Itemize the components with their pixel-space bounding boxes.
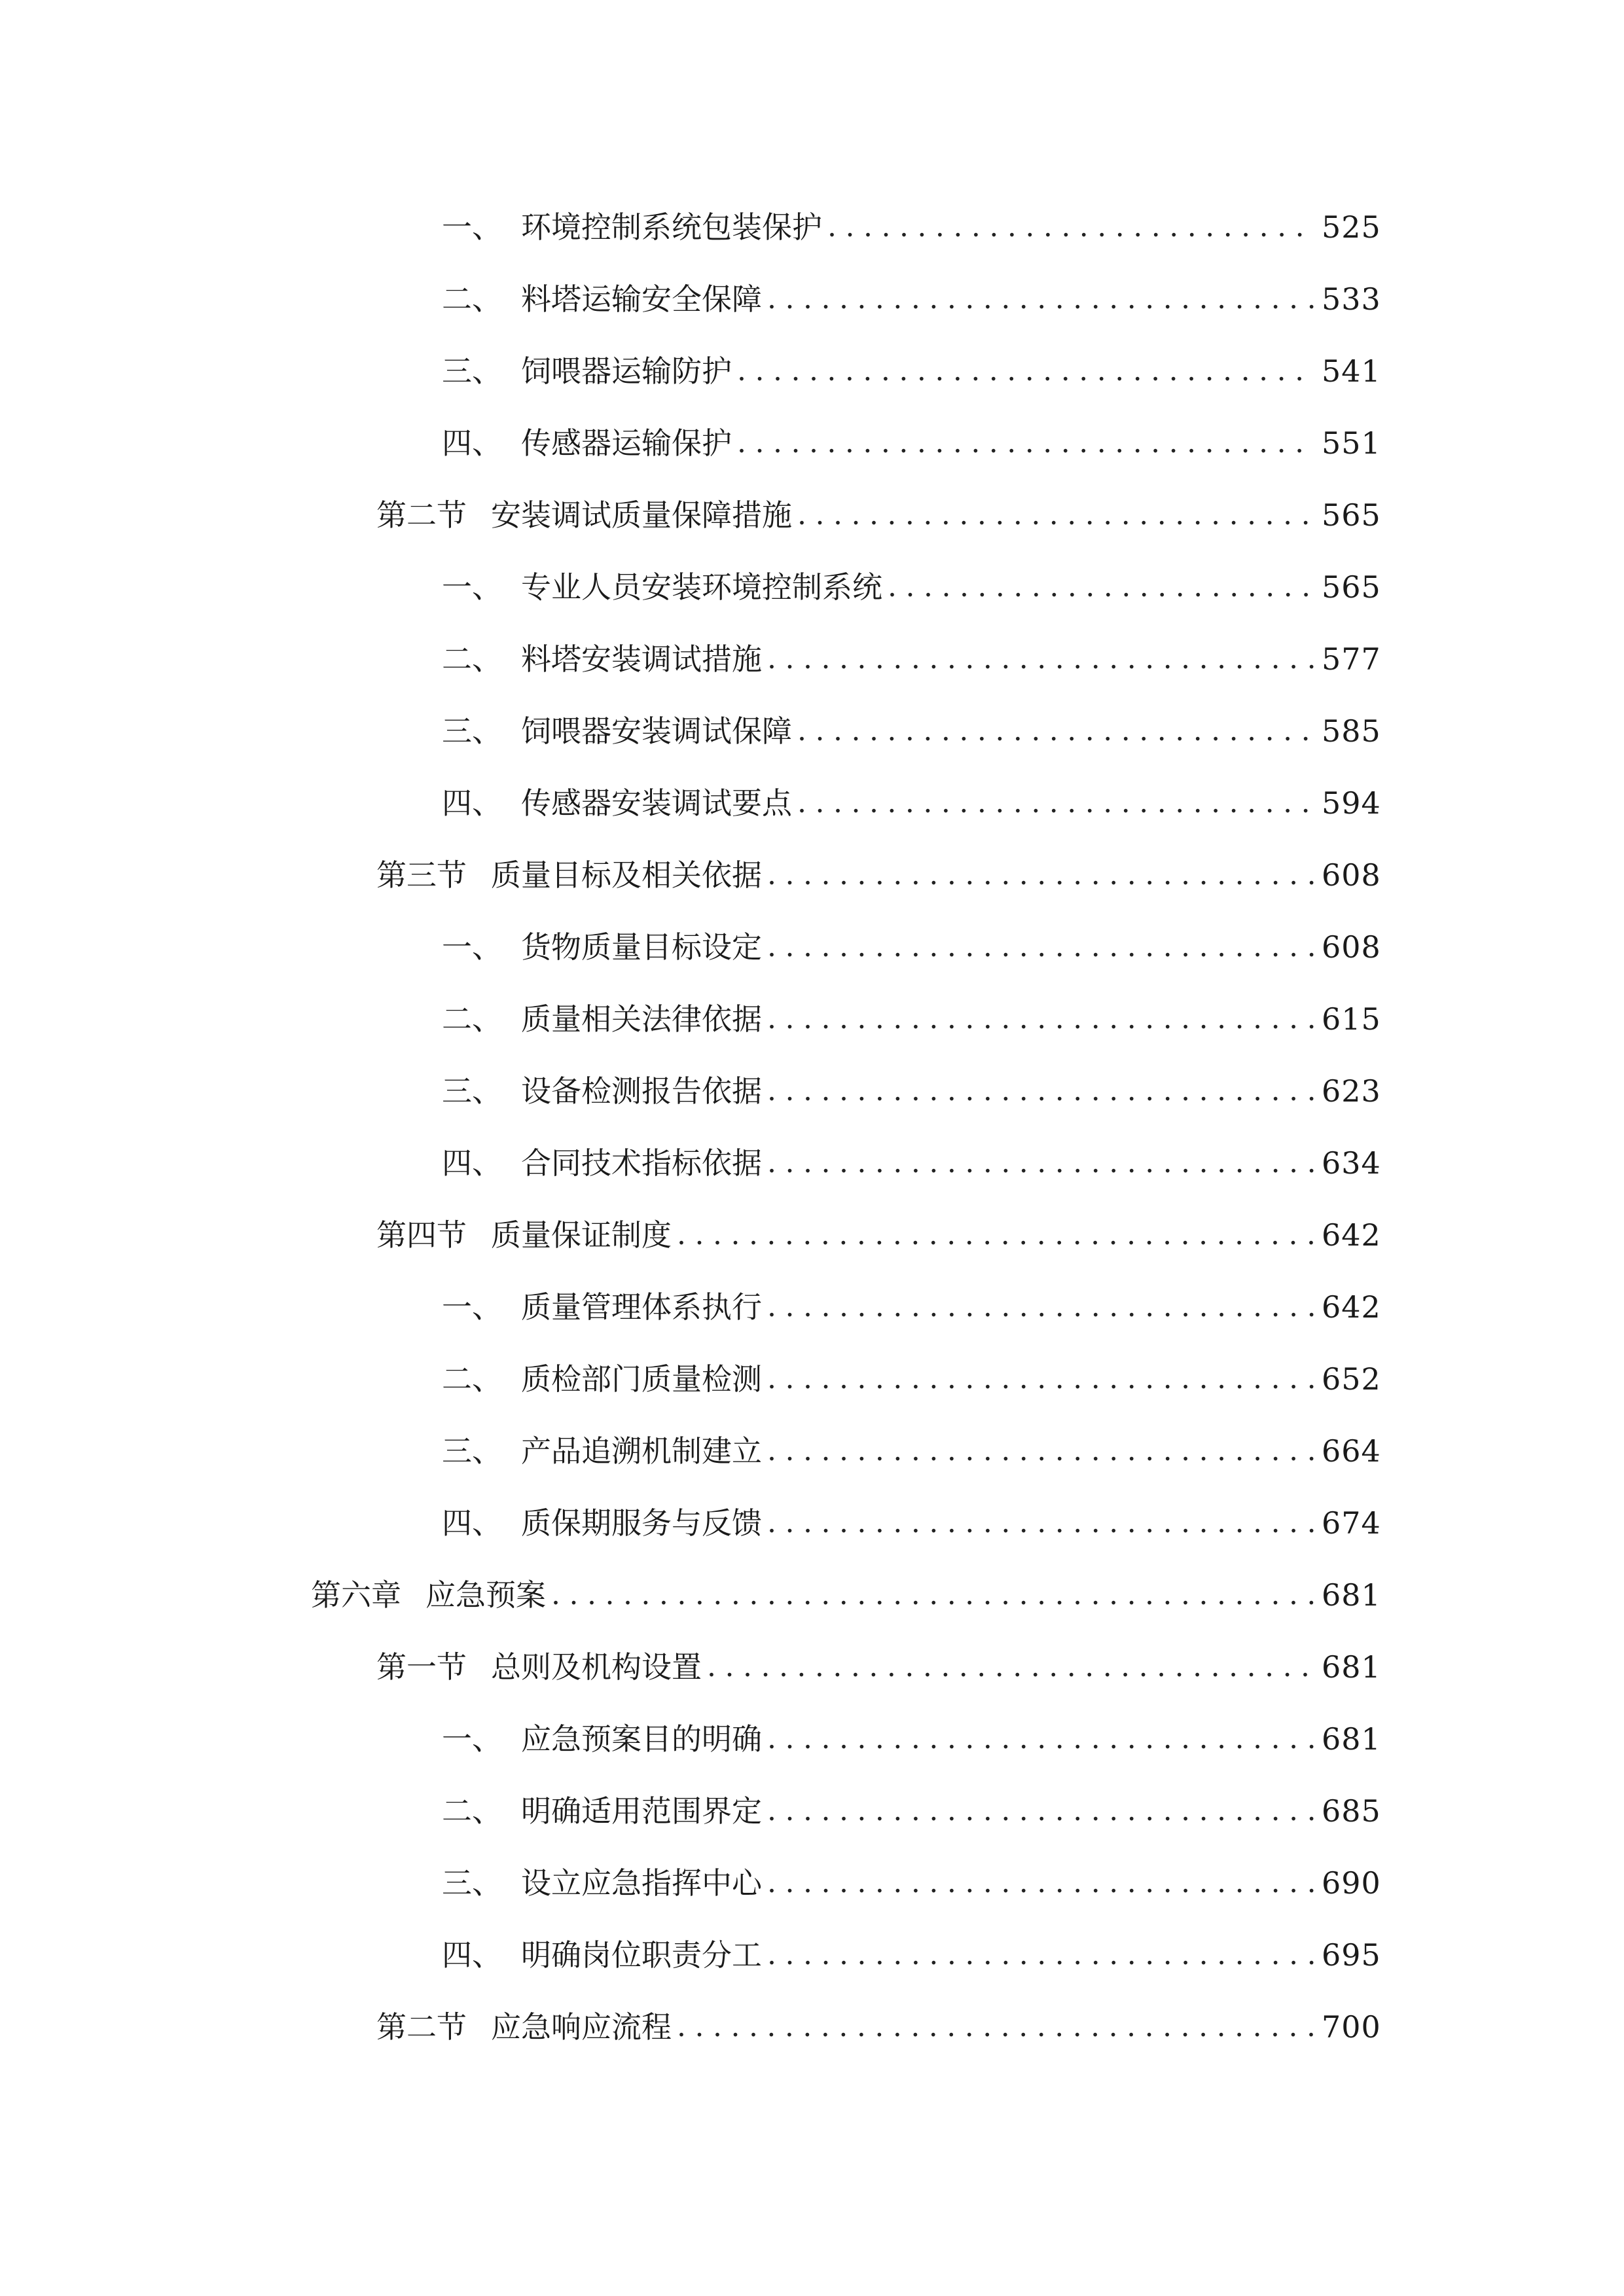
toc-page-number: 551 — [1322, 425, 1381, 461]
toc-entry[interactable] — [442, 993, 1381, 1045]
toc-entry-title: 明确岗位职责分工 — [521, 1937, 762, 1973]
toc-entry[interactable] — [442, 1497, 1381, 1549]
dot-leader — [551, 1569, 1315, 1621]
toc-entry-number: 四、 — [442, 1937, 502, 1973]
toc-entry-title: 质量保证制度 — [491, 1217, 672, 1253]
dot-leader — [767, 993, 1315, 1045]
dot-leader — [707, 1641, 1315, 1693]
toc-entry-title: 应急响应流程 — [491, 2009, 672, 2045]
toc-entry-number: 三、 — [442, 1433, 502, 1469]
toc-entry-number: 二、 — [442, 641, 502, 677]
dot-leader — [767, 849, 1315, 901]
toc-entry[interactable] — [442, 345, 1381, 397]
toc-entry[interactable] — [442, 561, 1381, 613]
dot-leader — [767, 273, 1315, 325]
toc-entry-number: 一、 — [442, 1721, 502, 1757]
dot-leader — [797, 705, 1315, 757]
toc-entry-title: 设备检测报告依据 — [521, 1073, 762, 1109]
toc-entry-title: 产品追溯机制建立 — [521, 1433, 762, 1469]
toc-entry-number: 二、 — [442, 1793, 502, 1829]
toc-entry-number: 第六章 — [311, 1577, 401, 1613]
dot-leader — [888, 561, 1315, 613]
toc-page-number: 533 — [1322, 281, 1381, 317]
toc-page-number: 664 — [1322, 1433, 1381, 1469]
toc-entry[interactable] — [442, 273, 1381, 325]
toc-entry-number: 一、 — [442, 1289, 502, 1325]
toc-entry-title: 质量管理体系执行 — [521, 1289, 762, 1325]
toc-entry[interactable] — [376, 489, 1381, 541]
dot-leader — [827, 201, 1315, 253]
toc-entry[interactable] — [442, 705, 1381, 757]
toc-page-number: 674 — [1322, 1505, 1381, 1541]
toc-entry-number: 一、 — [442, 929, 502, 965]
toc-page-number: 608 — [1322, 929, 1381, 965]
toc-page-number: 615 — [1322, 1001, 1381, 1037]
toc-entry[interactable] — [442, 1137, 1381, 1189]
dot-leader — [737, 417, 1315, 469]
toc-entry-number: 三、 — [442, 1073, 502, 1109]
dot-leader — [767, 1929, 1315, 1981]
toc-entry-title: 质保期服务与反馈 — [521, 1505, 762, 1541]
toc-entry-title: 应急预案 — [425, 1577, 546, 1613]
toc-entry-number: 第三节 — [376, 857, 467, 893]
toc-entry-number: 三、 — [442, 713, 502, 749]
toc-entry[interactable] — [311, 1569, 1381, 1621]
toc-page-number: 681 — [1322, 1649, 1381, 1685]
toc-entry-number: 一、 — [442, 569, 502, 605]
toc-entry-title: 设立应急指挥中心 — [521, 1865, 762, 1901]
toc-entry-number: 四、 — [442, 1145, 502, 1181]
toc-entry[interactable] — [376, 1641, 1381, 1693]
toc-entry[interactable] — [442, 1353, 1381, 1405]
toc-entry-number: 三、 — [442, 353, 502, 389]
toc-entry-number: 第二节 — [376, 497, 467, 533]
toc-entry[interactable] — [376, 1209, 1381, 1261]
toc-entry-title: 环境控制系统包装保护 — [521, 209, 822, 245]
toc-entry-number: 第二节 — [376, 2009, 467, 2045]
toc-entry[interactable] — [376, 849, 1381, 901]
toc-entry-number: 四、 — [442, 785, 502, 821]
toc-entry[interactable] — [442, 201, 1381, 253]
toc-entry-number: 一、 — [442, 209, 502, 245]
toc-entry-title: 合同技术指标依据 — [521, 1145, 762, 1181]
toc-entry-number: 二、 — [442, 1001, 502, 1037]
toc-entry-title: 料塔运输安全保障 — [521, 281, 762, 317]
toc-page-number: 690 — [1322, 1865, 1381, 1901]
toc-entry-number: 四、 — [442, 1505, 502, 1541]
toc-entry[interactable] — [442, 921, 1381, 973]
toc-entry[interactable] — [442, 1425, 1381, 1477]
toc-page-number: 634 — [1322, 1145, 1381, 1181]
toc-page-number: 652 — [1322, 1361, 1381, 1397]
toc-page-number: 700 — [1322, 2009, 1381, 2045]
toc-entry-title: 饲喂器安装调试保障 — [521, 713, 792, 749]
dot-leader — [767, 633, 1315, 685]
toc-entry-title: 传感器运输保护 — [521, 425, 732, 461]
toc-entry[interactable] — [442, 1713, 1381, 1765]
toc-entry[interactable] — [442, 1065, 1381, 1117]
toc-entry-title: 料塔安装调试措施 — [521, 641, 762, 677]
toc-entry-number: 二、 — [442, 1361, 502, 1397]
dot-leader — [737, 345, 1315, 397]
toc-page-number: 642 — [1322, 1217, 1381, 1253]
toc-entry-title: 质检部门质量检测 — [521, 1361, 762, 1397]
toc-page-number: 685 — [1322, 1793, 1381, 1829]
toc-entry-title: 质量相关法律依据 — [521, 1001, 762, 1037]
toc-entry[interactable] — [442, 777, 1381, 829]
toc-entry[interactable] — [442, 417, 1381, 469]
toc-entry-title: 安装调试质量保障措施 — [491, 497, 792, 533]
dot-leader — [797, 777, 1315, 829]
toc-page-number: 594 — [1322, 785, 1381, 821]
toc-entry-title: 饲喂器运输防护 — [521, 353, 732, 389]
toc-entry[interactable] — [442, 633, 1381, 685]
toc-page-number: 541 — [1322, 353, 1381, 389]
toc-page-number: 695 — [1322, 1937, 1381, 1973]
dot-leader — [767, 1857, 1315, 1909]
toc-page-number: 585 — [1322, 713, 1381, 749]
toc-page-number: 565 — [1322, 497, 1381, 533]
dot-leader — [767, 1785, 1315, 1837]
toc-entry[interactable] — [442, 1929, 1381, 1981]
toc-page-number: 565 — [1322, 569, 1381, 605]
toc-page-number: 681 — [1322, 1721, 1381, 1757]
toc-entry[interactable] — [442, 1857, 1381, 1909]
toc-page-number: 642 — [1322, 1289, 1381, 1325]
dot-leader — [767, 1065, 1315, 1117]
toc-page-number: 525 — [1322, 209, 1381, 245]
toc-entry-title: 传感器安装调试要点 — [521, 785, 792, 821]
dot-leader — [767, 1425, 1315, 1477]
toc-entry[interactable] — [376, 2001, 1381, 2053]
toc-entry-number: 三、 — [442, 1865, 502, 1901]
toc-page-number: 608 — [1322, 857, 1381, 893]
dot-leader — [767, 1353, 1315, 1405]
toc-entry-title: 明确适用范围界定 — [521, 1793, 762, 1829]
toc-page-number: 623 — [1322, 1073, 1381, 1109]
toc-entry[interactable] — [442, 1281, 1381, 1333]
dot-leader — [767, 1137, 1315, 1189]
dot-leader — [677, 2001, 1315, 2053]
toc-entry-title: 专业人员安装环境控制系统 — [521, 569, 882, 605]
toc-entry-title: 总则及机构设置 — [491, 1649, 702, 1685]
toc-entry[interactable] — [442, 1785, 1381, 1837]
toc-entry-number: 二、 — [442, 281, 502, 317]
toc-page-number: 681 — [1322, 1577, 1381, 1613]
toc-page-number: 577 — [1322, 641, 1381, 677]
dot-leader — [767, 1713, 1315, 1765]
dot-leader — [767, 921, 1315, 973]
dot-leader — [767, 1281, 1315, 1333]
dot-leader — [677, 1209, 1315, 1261]
toc-entry-number: 第四节 — [376, 1217, 467, 1253]
dot-leader — [797, 489, 1315, 541]
toc-entry-title: 质量目标及相关依据 — [491, 857, 762, 893]
toc-entry-number: 第一节 — [376, 1649, 467, 1685]
toc-entry-title: 货物质量目标设定 — [521, 929, 762, 965]
dot-leader — [767, 1497, 1315, 1549]
toc-entry-title: 应急预案目的明确 — [521, 1721, 762, 1757]
toc-entry-number: 四、 — [442, 425, 502, 461]
